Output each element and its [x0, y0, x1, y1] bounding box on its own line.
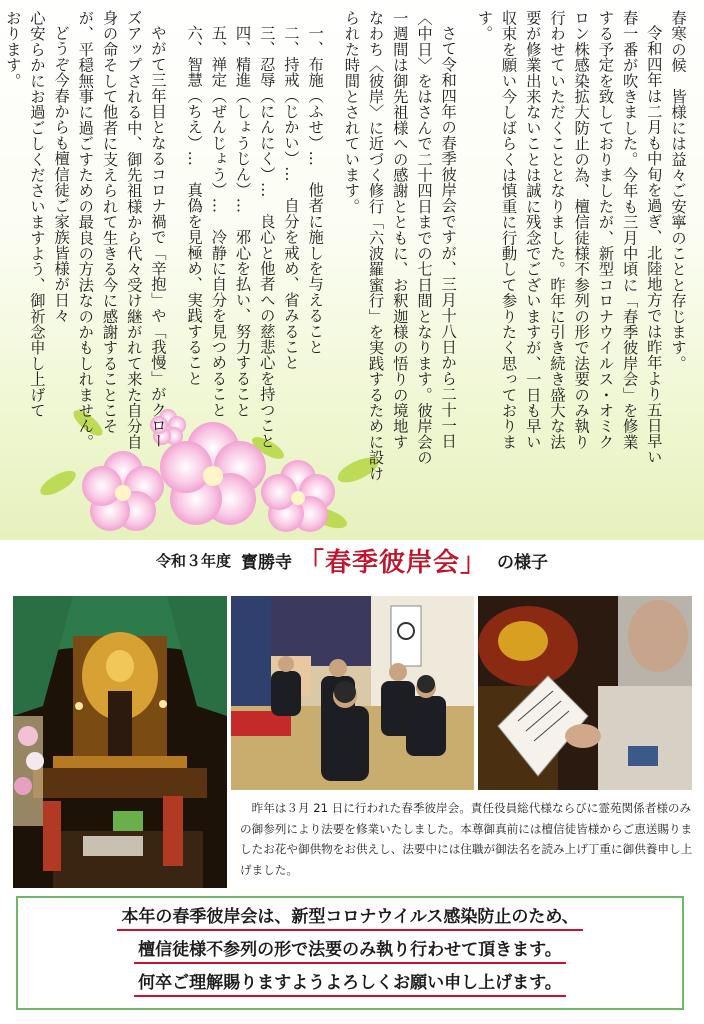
letter-line: さて令和四年の春季彼岸会ですが、三月十八日から二十一日 [439, 25, 458, 450]
notice-line: 本年の春季彼岸会は、新型コロナウイルス感染防止のため、 [117, 906, 582, 931]
letter-line: おります。 [3, 10, 22, 89]
attendees-photo [231, 596, 474, 790]
paramita-item: 四、精進（しょうじん）… 邪心を払い、努力すること [233, 25, 252, 418]
paramita-item: 二、持戒（じかい）… 自分を戒め、省みること [281, 25, 300, 371]
title-era: 令和３年度 [155, 552, 231, 570]
letter-line: する予定を致しておりましたが、新型コロナウイルス・オミク [596, 10, 615, 450]
letter-line: 一週間は御先祖様への感謝とともに、お釈迦様の悟りの境地す [390, 10, 409, 450]
altar-photo [13, 596, 227, 888]
paramita-item: 一、布施（ふせ）… 他者に施しを与えること [306, 25, 325, 355]
letter-line: 収束を願い今しばらくは慎重に行動して参りたく思っておりま [499, 10, 518, 450]
letter-line: ロン株感染拡大防止の為、檀信徒様不参列の形で法要のみ執り [572, 10, 591, 450]
notice-line: 何卒ご理解賜りますようよろしくお願い申し上げます。 [134, 972, 566, 997]
paramita-item: 五、禅定（ぜんじょう）… 冷静に自分を見つめること [209, 25, 228, 418]
notice-box [16, 896, 684, 1010]
reading-photo [478, 596, 692, 790]
letter-text [0, 10, 690, 510]
paramita-item: 六、智慧（ちえ）… 真偽を見極め、実践すること [185, 25, 204, 387]
letter-line: 〈中日〉をはさんで二十四日までの七日間となります。彼岸会の [414, 10, 433, 466]
letter-line: 要が修業出来ないことは誠に残念でございますが、一日も早い [523, 10, 542, 450]
title-event: 「春季彼岸会」 [298, 548, 488, 578]
greeting: 春寒の候 皆様には益々ご安寧のことと存じます。 [669, 10, 687, 372]
letter-line: なわち〈彼岸〉に近づく修行「六波羅蜜行」を実践するために設け [366, 10, 385, 481]
letter-line: られた時間とされています。 [342, 10, 361, 215]
title-temple: 寳勝寺 [241, 553, 292, 573]
letter-line: やがて三年目となるコロナ禍で「辛抱」や「我慢」がクロー [148, 25, 167, 450]
letter-line: ズアップされる中、御先祖様から代々受け継がれて来た自分自 [124, 10, 143, 450]
letter-line: 身の命そして他者に支えられて生きる今に感謝することこそ [100, 10, 119, 434]
letter-line: 行わせていただくこととなりました。昨年に引き続き盛大な法 [547, 10, 566, 450]
letter-line: 令和四年は二月も中旬を過ぎ、北陸地方では昨年より五日早い [644, 25, 663, 465]
paramita-item: 三、忍辱（にんにく）… 良心と他者への慈悲心を持つこと [257, 25, 276, 450]
title-suffix: の様子 [497, 553, 549, 573]
photo-caption: 昨年は３月 21 日に行われた春季彼岸会。責任役員総代様ならびに霊苑関係者様のみの御参列により法要を修業いたしました。本尊御真前には檀信徒皆様からご恵送賜りましたお花や御供物をお供えし、法要中には住職が御法名を読み上げ丁重に御供養申し上げました。 [240, 801, 693, 877]
letter-line: どうぞ今春からも檀信徒ご家族皆様が日々 [52, 25, 71, 324]
letter-line: 春一番が吹きました。今年も三月中頃に「春季彼岸会」を修業 [620, 10, 639, 450]
section-title [0, 542, 704, 588]
notice-line: 檀信徒様不参列の形で法要のみ執り行わせて頂きます。 [134, 939, 566, 964]
letter-line: が、平穏無事に過ごすための最良の方法なのかもしれません。 [76, 10, 95, 450]
letter-line: す。 [475, 10, 494, 42]
letter-line: 心安らかにお過ごしくださいますよう、御祈念申し上げて [27, 10, 46, 419]
